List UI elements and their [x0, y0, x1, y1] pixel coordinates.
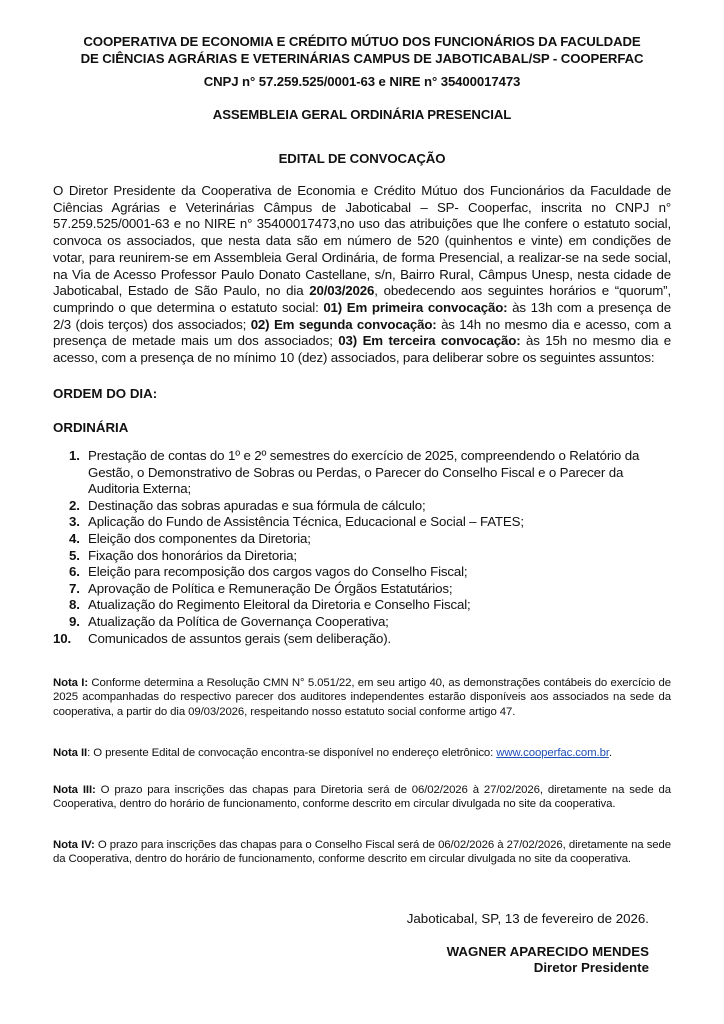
agenda-item-number: 2. — [69, 497, 80, 513]
note-text-end: . — [608, 747, 612, 759]
agenda-item-text: Atualização da Política de Governança Cooperativa; — [88, 613, 389, 629]
agenda-item-text: Eleição para recomposição dos cargos vagos do Conselho Fiscal; — [88, 564, 468, 580]
agenda-item — [53, 631, 675, 648]
agenda-item — [53, 514, 675, 531]
note-2 — [53, 746, 671, 760]
place-and-date: Jaboticabal, SP, 13 de fevereiro de 2026. — [406, 911, 649, 926]
first-call-label: 01) Em primeira convocação: — [323, 299, 508, 315]
organization-name-line2: DE CIÊNCIAS AGRÁRIAS E VETERINÁRIAS CAMPUS DE JABOTICABAL/SP - COOPERFAC — [80, 51, 644, 66]
agenda-heading: ORDEM DO DIA: — [53, 386, 158, 401]
ordinary-heading: ORDINÁRIA — [53, 420, 129, 435]
agenda-item — [53, 548, 675, 565]
signatory-role: Diretor Presidente — [533, 960, 649, 975]
organization-name-line1: COOPERATIVA DE ECONOMIA E CRÉDITO MÚTUO DOS FUNCIONÁRIOS DA FACULDADE — [83, 34, 641, 49]
agenda-item-text: Atualização do Regimento Eleitoral da Diretoria e Conselho Fiscal; — [88, 597, 471, 613]
intro-text-1: O Diretor Presidente da Cooperativa de Economia e Crédito Mútuo dos Funcionários da Faculdade de Ciências Agrárias e Veterinárias Câmpus de Jaboticabal – SP- Cooperfac, inscrita no CNPJ n° 57.259.525/0001-63 e no NIRE n° 35400017473,no uso das atribuições que lhe confere o estatuto social, convoca os associados, que nesta data são em número de 520 (quinhentos e vinte) em condições de votar, para reunirem-se em Assembleia Geral Ordinária, de forma Presencial, a realizar-se na sede social, na Via de Acesso Professor Paulo Donato Castellane, s/n, Bairro Rural, Câmpus Unesp, nesta cidade de Jaboticabal, Estado de São Paulo, no dia — [53, 183, 671, 299]
organization-name — [40, 33, 684, 67]
note-text: O prazo para inscrições das chapas para o Conselho Fiscal será de 06/02/2026 à 27/02/2026, diretamente na sede da Cooperativa, dentro do horário de funcionamento, conforme descrito em circular divulgada no site da cooperativa. — [53, 839, 671, 866]
agenda-item-number: 3. — [69, 514, 80, 530]
intro-paragraph — [53, 183, 671, 367]
agenda-item-number: 8. — [69, 597, 80, 613]
agenda-item-number: 7. — [69, 580, 80, 596]
note-text: Conforme determina a Resolução CMN N° 5.051/22, em seu artigo 40, as demonstrações contábeis do exercício de 2025 acompanhadas do respectivo parecer dos auditores independentes estarão disponíveis aos associados na sede da cooperativa, a partir do dia 09/03/2026, respeitando nosso estatuto social conforme artigo 47. — [53, 677, 671, 718]
agenda-item-text: Comunicados de assuntos gerais (sem deliberação). — [88, 630, 392, 646]
assembly-heading: ASSEMBLEIA GERAL ORDINÁRIA PRESENCIAL — [212, 107, 512, 122]
note-text: : O presente Edital de convocação encontra-se disponível no endereço eletrônico: — [87, 747, 497, 759]
third-call-label: 03) Em terceira convocação: — [338, 333, 521, 349]
second-call-label: 02) Em segunda convocação: — [250, 316, 437, 332]
second-call-text: às 14h no mesmo dia e acesso, com a presença de metade mais um dos associados; — [53, 316, 671, 349]
agenda-item — [53, 597, 675, 614]
third-call-text: às 15h no mesmo dia e acesso, com a presença de no mínimo 10 (dez) associados, para deliberar sobre os seguintes assuntos: — [53, 333, 671, 366]
note-4 — [53, 838, 671, 867]
note-label: Nota IV: — [53, 839, 95, 851]
agenda-item — [53, 614, 675, 631]
website-link[interactable]: www.cooperfac.com.br — [496, 747, 609, 759]
agenda-item-text: Aprovação de Política e Remuneração De Órgãos Estatutários; — [88, 580, 453, 596]
note-1 — [53, 676, 671, 719]
first-call-text: às 13h com a presença de 2/3 (dois terços) dos associados; — [53, 299, 671, 332]
agenda-item-number: 1. — [69, 448, 80, 463]
agenda-item-number: 6. — [69, 564, 80, 580]
agenda-item-text: Eleição dos componentes da Diretoria; — [88, 530, 311, 546]
agenda-item-number: 10. — [53, 630, 72, 646]
agenda-item — [53, 498, 675, 515]
agenda-item — [53, 531, 675, 548]
agenda-item-number: 4. — [69, 530, 80, 546]
agenda-item-number: 9. — [69, 613, 80, 629]
agenda-item-number: 5. — [69, 547, 80, 563]
note-label: Nota II — [53, 747, 88, 759]
agenda-item-text: Aplicação do Fundo de Assistência Técnica, Educacional e Social – FATES; — [88, 514, 524, 530]
meeting-date: 20/03/2026 — [309, 283, 375, 299]
agenda-list — [53, 448, 675, 647]
agenda-item — [53, 564, 675, 581]
document-title: EDITAL DE CONVOCAÇÃO — [278, 151, 446, 166]
note-3 — [53, 783, 671, 812]
note-label: Nota I: — [53, 677, 89, 689]
agenda-item — [53, 448, 675, 498]
note-text: O prazo para inscrições das chapas para Diretoria será de 06/02/2026 à 27/02/2026, diretamente na sede da Cooperativa, dentro do horário de funcionamento, conforme descrito em circular divulgada no site da cooperativa. — [53, 784, 671, 811]
note-label: Nota III: — [53, 784, 96, 796]
signatory-name: WAGNER APARECIDO MENDES — [446, 944, 649, 959]
agenda-item-text: Prestação de contas do 1º e 2º semestres do exercício de 2025, compreendendo o Relatório da Gestão, o Demonstrativo de Sobras ou Perdas, o Parecer do Conselho Fiscal e o Parecer da Auditoria Externa; — [88, 448, 640, 497]
agenda-item — [53, 581, 675, 598]
agenda-item-text: Destinação das sobras apuradas e sua fórmula de cálculo; — [88, 497, 426, 513]
registration-numbers: CNPJ n° 57.259.525/0001-63 e NIRE n° 35400017473 — [203, 74, 521, 89]
agenda-item-text: Fixação dos honorários da Diretoria; — [88, 547, 297, 563]
intro-text-2: , obedecendo aos seguintes horários e “quorum”, cumprindo o que determina o estatuto social: — [53, 283, 671, 315]
